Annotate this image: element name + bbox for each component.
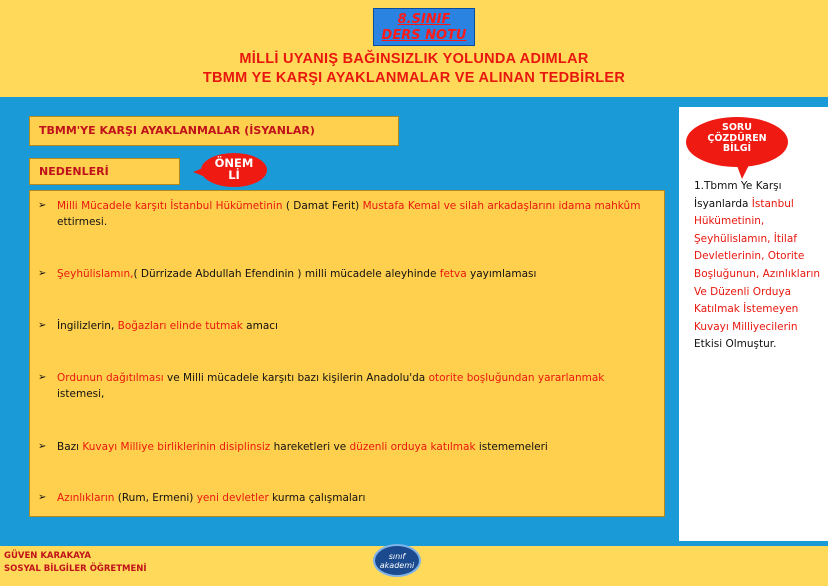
arrow-bullet-icon: ➢: [38, 441, 47, 452]
important-callout-line2: Lİ: [228, 168, 240, 182]
reasons-label: NEDENLERİ: [39, 165, 109, 178]
text-segment: hareketleri ve: [270, 441, 350, 453]
grade-badge-line2: DERS NOTU: [381, 28, 467, 43]
text-segment: Bazı: [57, 441, 83, 453]
arrow-bullet-icon: ➢: [38, 320, 47, 331]
important-callout: [201, 153, 267, 187]
text-segment: Azınlıkların: [57, 492, 115, 504]
grade-badge: [373, 8, 475, 46]
text-segment: Mustafa Kemal ve silah arkadaşlarını idama mahkûm: [362, 200, 641, 212]
list-item: [38, 370, 653, 402]
list-item-text: [38, 490, 653, 506]
page-subtitle: TBMM YE KARŞI AYAKLANMALAR VE ALINAN TEDBİRLER: [202, 70, 626, 86]
academy-logo-line1: sınıf: [388, 552, 406, 561]
list-item-text: [38, 439, 653, 455]
page-title: MİLLİ UYANIŞ BAĞINSIZLIK YOLUNDA ADIMLAR: [239, 51, 589, 67]
list-item-text: [38, 370, 653, 402]
section-heading-box: [29, 116, 399, 146]
text-segment: otorite boşluğundan yararlanmak: [428, 372, 605, 384]
text-segment: amacı: [242, 320, 278, 332]
text-segment: İngilizlerin,: [57, 320, 118, 332]
text-segment: ettirmesi.: [57, 216, 108, 228]
text-segment: yayımlaması: [466, 268, 537, 280]
text-segment: Etkisi Olmuştur.: [694, 338, 777, 351]
text-segment: Şeyhülislamın,: [57, 268, 134, 280]
list-item-text: [38, 198, 653, 230]
text-segment: düzenli orduya katılmak: [349, 441, 476, 453]
tip-bubble-line2: ÇÖZDÜREN: [707, 132, 767, 144]
author-name: GÜVEN KARAKAYA: [4, 551, 91, 561]
list-item: [38, 439, 653, 455]
text-segment: ( Dürrizade Abdullah Efendinin ) milli mücadele aleyhinde: [133, 268, 440, 280]
text-segment: ve Milli mücadele karşıtı bazı kişilerin Anadolu'da: [163, 372, 429, 384]
list-item-text: [38, 266, 653, 282]
list-item: [38, 198, 653, 230]
text-segment: kurma çalışmaları: [268, 492, 366, 504]
tip-bubble-line1: SORU: [722, 122, 752, 133]
text-segment: 1.Tbmm Ye Karşı İsyanlarda: [694, 180, 782, 210]
reasons-list: [29, 190, 665, 517]
tip-text: [694, 178, 826, 354]
tip-bubble: [686, 117, 788, 167]
text-segment: istememeleri: [475, 441, 548, 453]
important-callout-line1: ÖNEM: [214, 156, 254, 170]
academy-logo: [373, 544, 421, 577]
grade-badge-line1: 8.SINIF: [397, 12, 451, 27]
text-segment: ( Damat Ferit): [282, 200, 363, 212]
text-segment: (Rum, Ermeni): [114, 492, 197, 504]
text-segment: yeni devletler: [196, 492, 269, 504]
text-segment: istemesi,: [57, 388, 105, 400]
academy-logo-line2: akademi: [379, 561, 415, 570]
text-segment: Ordunun dağıtılması: [57, 372, 164, 384]
section-heading: TBMM'YE KARŞI AYAKLANMALAR (İSYANLAR): [39, 124, 315, 137]
text-segment: Kuvayı Milliye birliklerinin disiplinsiz: [82, 441, 271, 453]
reasons-label-box: [29, 158, 180, 185]
list-item: [38, 318, 653, 334]
text-segment: İstanbul Hükümetinin, Şeyhülislamın, İtilaf Devletlerinin, Otorite Boşluğunun, Azınlıkların Ve Düzenli Orduya Katılmak İstemeyen Kuvayı Milliyecilerin: [694, 197, 821, 333]
arrow-bullet-icon: ➢: [38, 492, 47, 503]
list-item: [38, 490, 653, 506]
text-segment: fetva: [439, 268, 467, 280]
arrow-bullet-icon: ➢: [38, 372, 47, 383]
list-item: [38, 266, 653, 282]
author-role: SOSYAL BİLGİLER ÖĞRETMENİ: [4, 564, 147, 574]
text-segment: Milli Mücadele karşıtı İstanbul Hükümetinin: [57, 200, 283, 212]
text-segment: Boğazları elinde tutmak: [117, 320, 243, 332]
arrow-bullet-icon: ➢: [38, 200, 47, 211]
list-item-text: [38, 318, 653, 334]
arrow-bullet-icon: ➢: [38, 268, 47, 279]
tip-bubble-line3: BİLGİ: [722, 143, 752, 154]
